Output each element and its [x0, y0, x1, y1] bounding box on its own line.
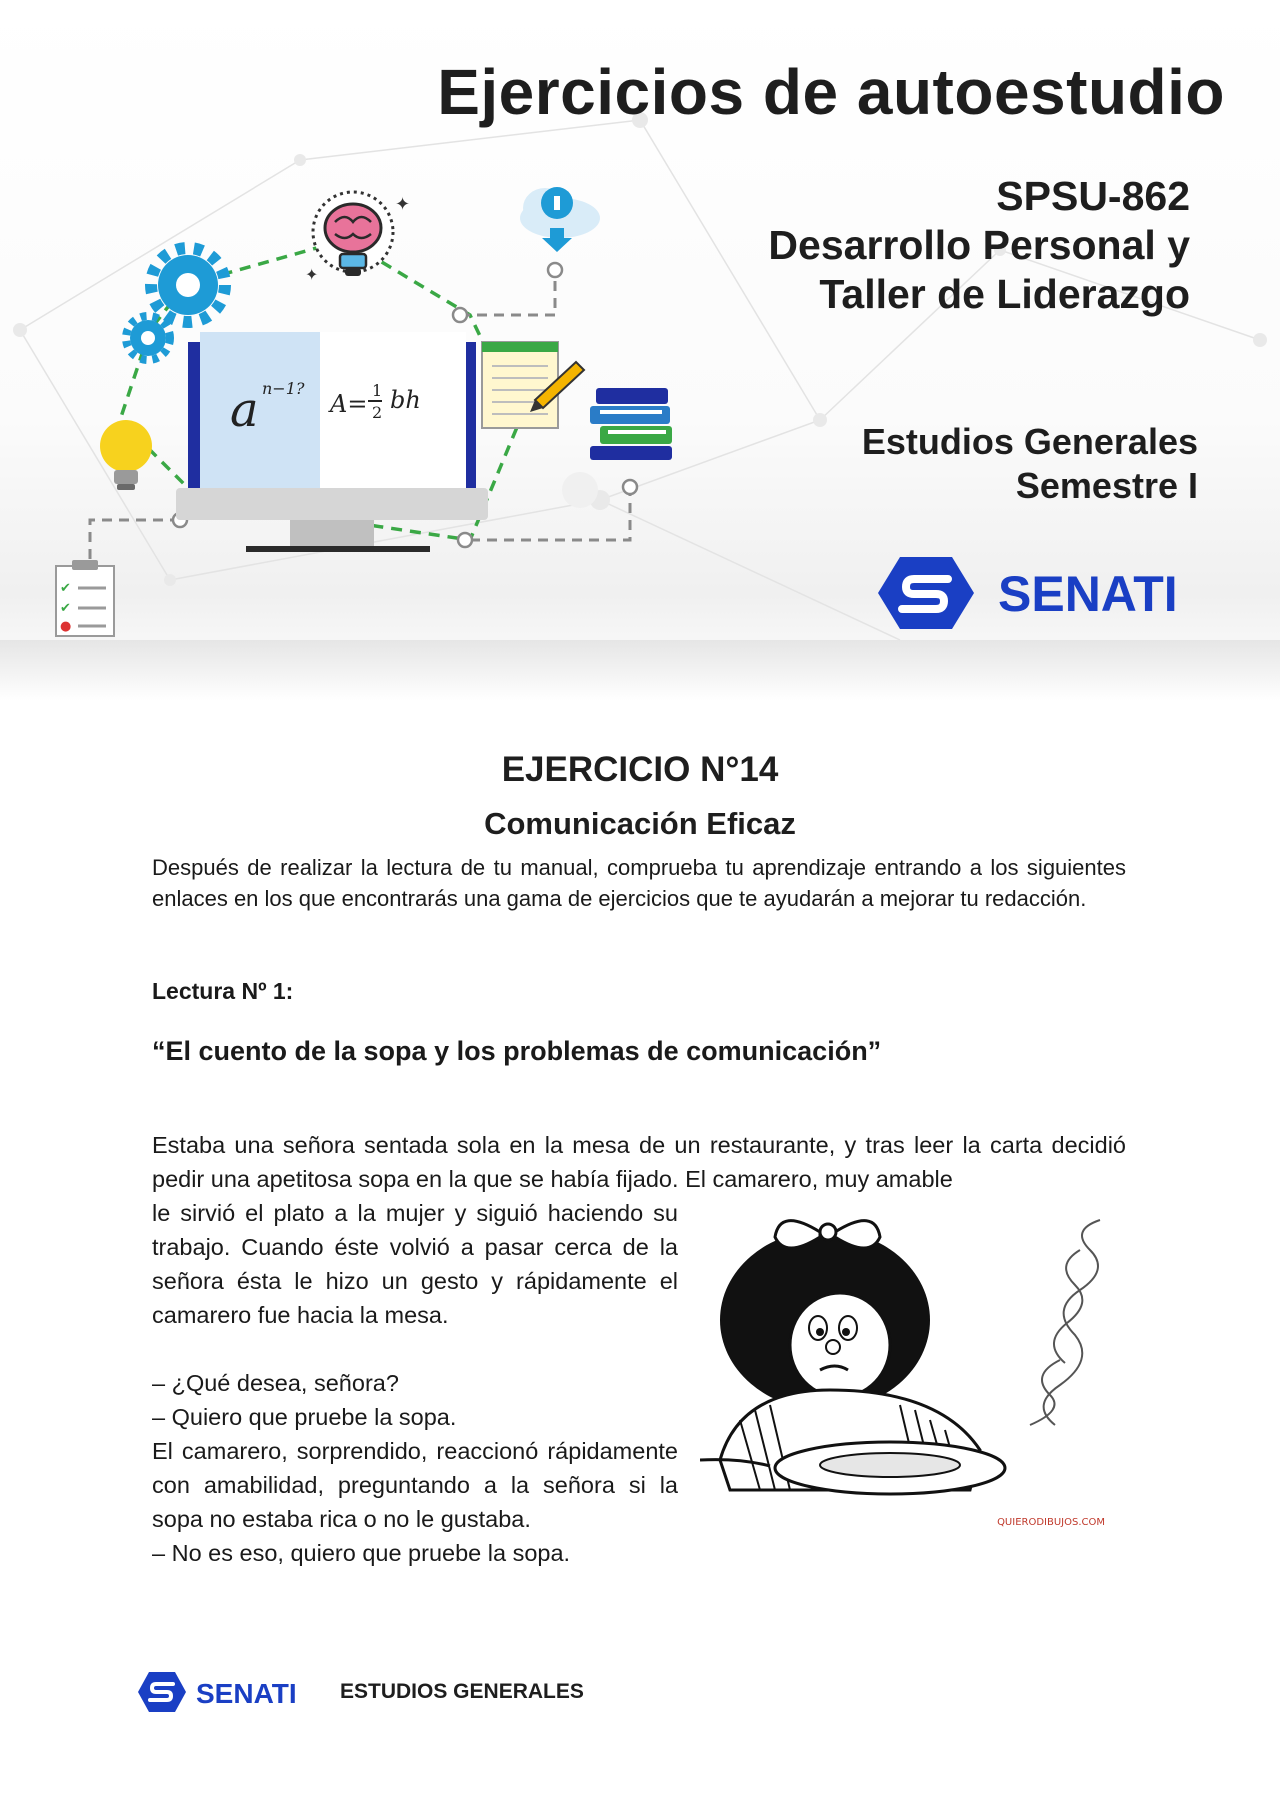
- footer-senati-logo: [138, 1670, 318, 1714]
- gear-small-icon: [126, 316, 170, 360]
- gear-icon: [151, 248, 225, 322]
- notepad-icon: [482, 342, 558, 428]
- formula-exponent: n−1?: [262, 379, 305, 398]
- course-name-line1: Desarrollo Personal y: [768, 222, 1190, 268]
- formula-area-num: 1: [372, 381, 383, 400]
- footer-label: ESTUDIOS GENERALES: [340, 1680, 584, 1703]
- svg-text:✔: ✔: [60, 581, 71, 596]
- department-block: [862, 420, 1198, 508]
- reading-title: “El cuento de la sopa y los problemas de comunicación”: [152, 1036, 882, 1066]
- steam-icon: [1030, 1220, 1100, 1425]
- senati-logo: [878, 553, 1208, 633]
- course-name-line2: Taller de Liderazgo: [819, 271, 1190, 317]
- story-paragraph-2: El camarero, sorprendido, reaccionó rápidamente con amabilidad, preguntando a la señora si la sopa no estaba rica o no le gustaba.: [152, 1438, 678, 1532]
- sparkle-icon: ✦: [395, 194, 411, 215]
- formula-area-rhs: bh: [390, 386, 421, 414]
- department-name: Estudios Generales: [861, 421, 1198, 462]
- mafalda-soup-illustration: [700, 1210, 1130, 1540]
- story-paragraph-1: Estaba una señora sentada sola en la mesa de un restaurante, y tras leer la carta decidió pedir una apetitosa sopa en la que se había fijado. El camarero, muy amable: [152, 1132, 1126, 1192]
- course-block: [768, 172, 1190, 319]
- dialog-line-2: – Quiero que pruebe la sopa.: [152, 1404, 457, 1430]
- lightbulb-icon: [100, 420, 152, 490]
- dialog-line-3: – No es eso, quiero que pruebe la sopa.: [152, 1540, 571, 1566]
- formula-power: a: [230, 382, 259, 438]
- illustration-watermark: QUIERODIBUJOS.COM: [997, 1517, 1105, 1528]
- grey-connector-left: [90, 520, 180, 560]
- exercise-title: EJERCICIO N°14: [501, 750, 779, 789]
- reading-label: Lectura Nº 1:: [152, 978, 294, 1004]
- story-paragraph-1-continued: [152, 1196, 678, 1332]
- course-code: SPSU-862: [996, 173, 1190, 219]
- svg-text:●: ●: [60, 619, 72, 634]
- formula-area-den: 2: [372, 403, 383, 422]
- senati-logo-text: SENATI: [998, 566, 1178, 622]
- grey-connector-top: [460, 270, 555, 315]
- exercise-intro: Después de realizar la lectura de tu manual, comprueba tu aprendizaje entrando a los siguientes enlaces en los que encontrarás una gama de ejercicios que te ayudarán a mejorar tu redacción.: [152, 855, 1126, 911]
- monitor-icon: [176, 332, 488, 552]
- checklist-icon: [56, 560, 114, 636]
- story-paragraph-1-cont-text: le sirvió el plato a la mujer y siguió haciendo su trabajo. Cuando éste volvió a pasar cerca de la señora ésta le hizo un gesto y rápidamente el camarero fue hacia la mesa.: [152, 1200, 678, 1328]
- dialog-block: [152, 1366, 678, 1570]
- dialog-line-1: – ¿Qué desea, señora?: [152, 1370, 399, 1396]
- svg-text:✔: ✔: [60, 601, 71, 616]
- sparkle-icon-2: ✦: [305, 265, 319, 284]
- books-icon: [590, 388, 672, 460]
- page-title: Ejercicios de autoestudio: [437, 56, 1225, 128]
- semester: Semestre I: [1015, 465, 1198, 506]
- formula-area-lhs: A=: [330, 390, 368, 418]
- footer-logo-text: SENATI: [196, 1678, 297, 1709]
- cloud-download-icon: [520, 187, 600, 252]
- exercise-subtitle: Comunicación Eficaz: [484, 806, 796, 841]
